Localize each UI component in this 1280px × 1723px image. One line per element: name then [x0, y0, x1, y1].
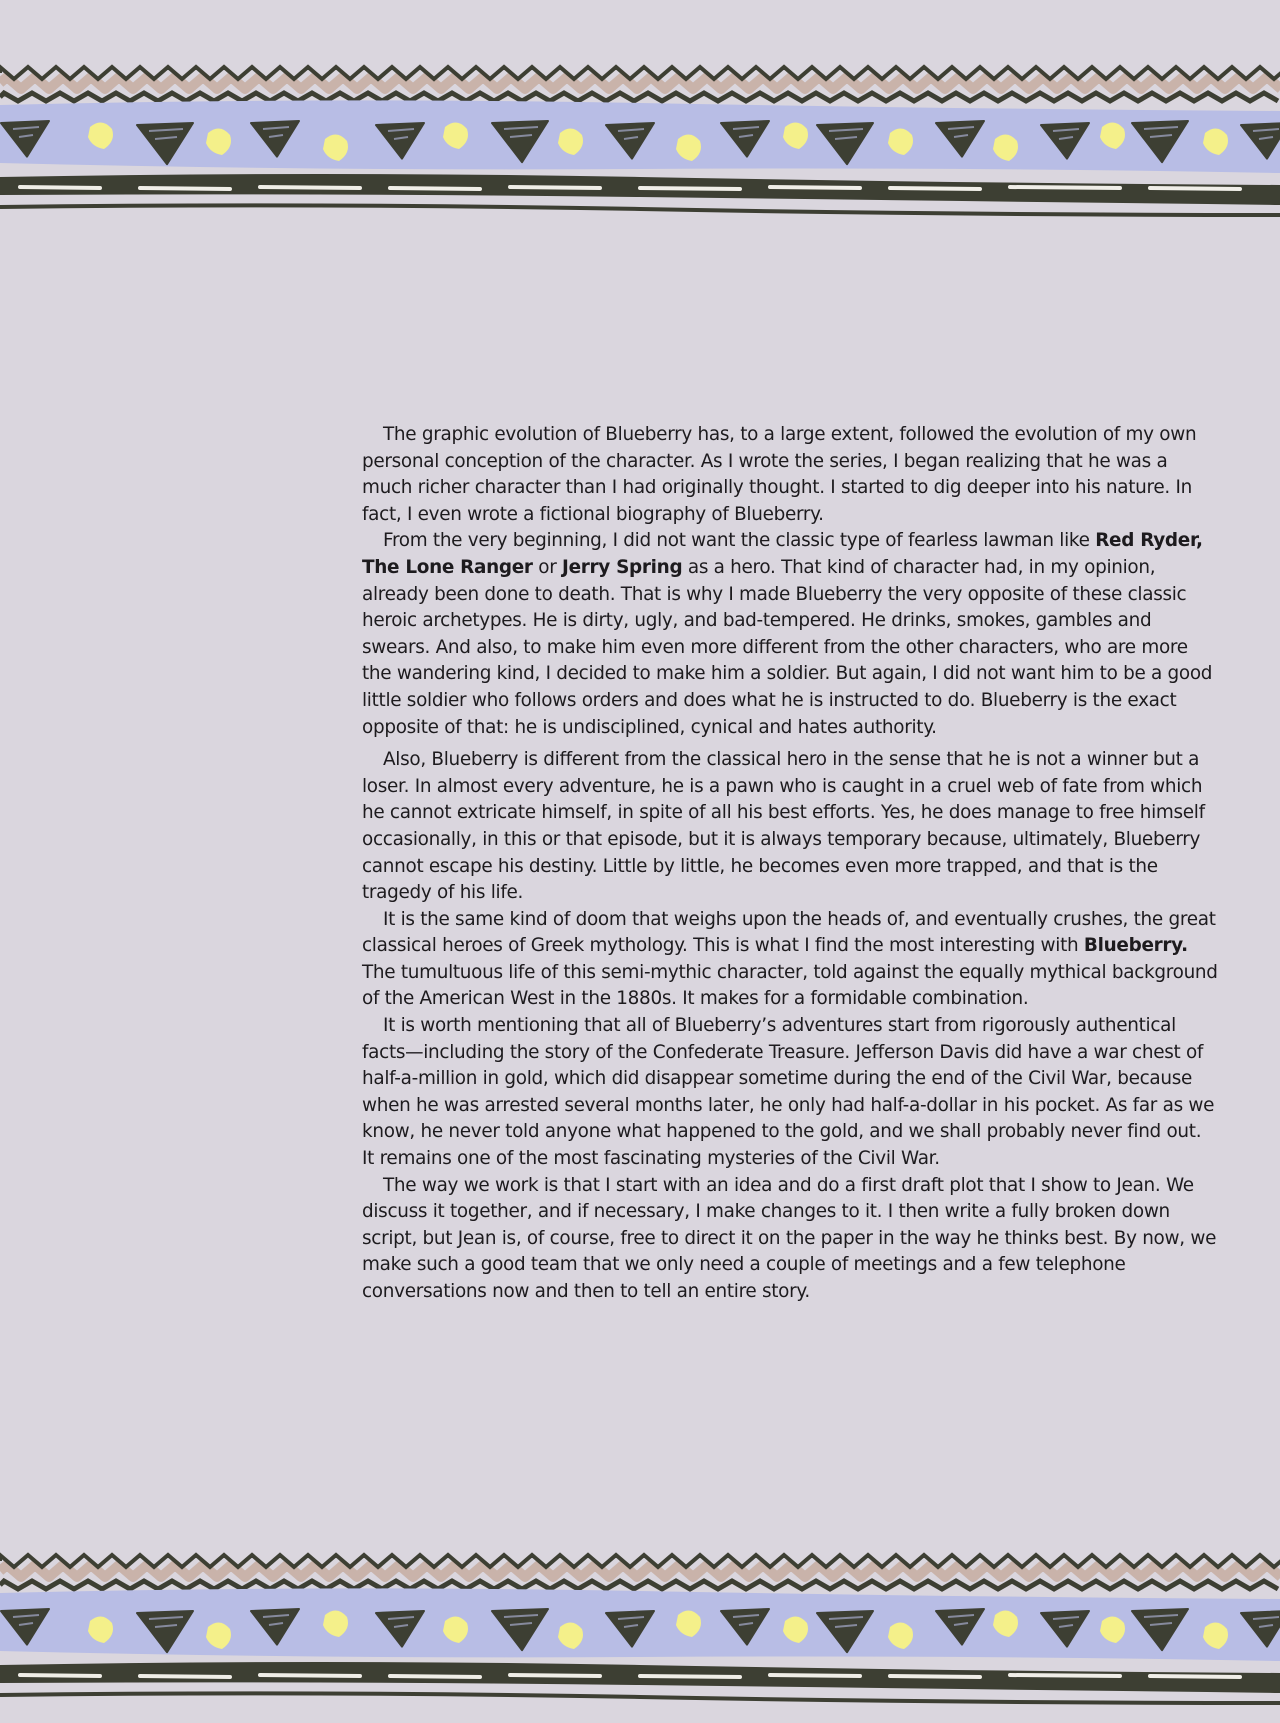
bold-title: Red Ryder, The Lone Ranger — [362, 530, 1203, 578]
paragraph-text: It is the same kind of doom that weighs upon the heads of, and eventually crushes, the great classical heroes of Greek mythology. This is what I find the most interesting with — [362, 908, 1216, 957]
paragraph-1 — [362, 422, 1218, 528]
border-graphic — [0, 1555, 1280, 1703]
zigzag-line — [0, 67, 1280, 79]
bold-title: Blueberry. — [1083, 935, 1188, 957]
bottom-line — [0, 205, 1280, 215]
stripe-dash — [640, 1676, 740, 1677]
zigzag-band — [0, 1565, 1280, 1577]
stripe-dash — [390, 188, 480, 189]
paragraph-text: as a hero. That kind of character had, in my opinion, already been done to death. That is why I made Blueberry the very opposite of these classic heroic archetypes. He is dirty, ugly, and bad-tempered. He drinks, smokes, gambles and swears. And also, to make him even more different from the other characters, who are more the wandering kind, I decided to make him a soldier. But again, I did not want him to be a good little soldier who follows orders and does what he is instructed to do. Blueberry is the exact opposite of that: he is undisciplined, cynical and hates authority. — [362, 556, 1213, 738]
bold-title: Jerry Spring — [562, 556, 683, 578]
decorative-border-top — [0, 45, 1280, 235]
stripe-dash — [140, 1676, 230, 1677]
zigzag-band — [0, 77, 1280, 89]
bottom-line — [0, 1693, 1280, 1703]
stripe-dash — [1150, 1676, 1240, 1677]
paragraph-text: or — [532, 556, 563, 578]
paragraph-2 — [362, 528, 1218, 741]
stripe-dash — [1010, 1675, 1120, 1676]
stripe-dash — [770, 1675, 860, 1676]
stripe-dash — [890, 188, 980, 189]
stripe-dash — [640, 188, 740, 189]
decorative-border-bottom — [0, 1533, 1280, 1723]
paragraph-3 — [362, 747, 1218, 907]
stripe-dash — [20, 187, 100, 188]
stripe-dash — [510, 187, 600, 188]
stripe-dash — [1150, 188, 1240, 189]
paragraph-text: It is worth mentioning that all of Blueberry’s adventures start from rigorously authentical facts—including the story of the Confederate Treasure. Jefferson Davis did have a war chest of half-a-million in gold, which did disappear sometime during the end of the Civil War, because when he was arrested several months later, he only had half-a-dollar in his pocket. As far as we know, he never told anyone what happened to the gold, and we shall probably never find out. It remains one of the most fascinating mysteries of the Civil War. — [362, 1015, 1215, 1170]
article-body — [362, 422, 1218, 1306]
paragraph-text: The graphic evolution of Blueberry has, to a large extent, followed the evolution of my own personal conception of the character. As I wrote the series, I began realizing that he was a much richer character than I had originally thought. I started to dig deeper into his nature. In fact, I even wrote a fictional biography of Blueberry. — [362, 424, 1197, 525]
stripe-dash — [260, 187, 360, 188]
paragraph-4 — [362, 907, 1218, 1013]
stripe-dash — [770, 187, 860, 188]
stripe-dash — [140, 188, 230, 189]
paragraph-text: From the very beginning, I did not want the classic type of fearless lawman like — [383, 530, 1096, 552]
zigzag-line — [0, 1555, 1280, 1567]
stripe-dash — [890, 1676, 980, 1677]
paragraph-text: The way we work is that I start with an idea and do a first draft plot that I show to Jean. We discuss it together, and if necessary, I make changes to it. I then write a fully broken down script, but Jean is, of course, free to direct it on the paper in the way he thinks best. By now, we make such a good team that we only need a couple of meetings and a few telephone conversations now and then to tell an entire story. — [362, 1174, 1217, 1302]
stripe-dash — [510, 1675, 600, 1676]
stripe-dash — [260, 1675, 360, 1676]
zigzag-line — [0, 1581, 1278, 1589]
stripe-dash — [20, 1675, 100, 1676]
zigzag-line — [0, 93, 1278, 101]
paragraph-text: Also, Blueberry is different from the classical hero in the sense that he is not a winner but a loser. In almost every adventure, he is a pawn who is caught in a cruel web of fate from which he cannot extricate himself, in spite of all his best efforts. Yes, he does manage to free himself occasionally, in this or that episode, but it is always temporary because, ultimately, Blueberry cannot escape his destiny. Little by little, he becomes even more trapped, and that is the tragedy of his life. — [362, 749, 1205, 904]
stripe-dash — [1010, 187, 1120, 188]
paragraph-5 — [362, 1013, 1218, 1173]
paragraph-6 — [362, 1173, 1218, 1306]
paragraph-text: The tumultuous life of this semi-mythic character, told against the equally mythical background of the American West in the 1880s. It makes for a formidable combination. — [362, 961, 1218, 1010]
border-graphic — [0, 67, 1280, 215]
stripe-dash — [390, 1676, 480, 1677]
